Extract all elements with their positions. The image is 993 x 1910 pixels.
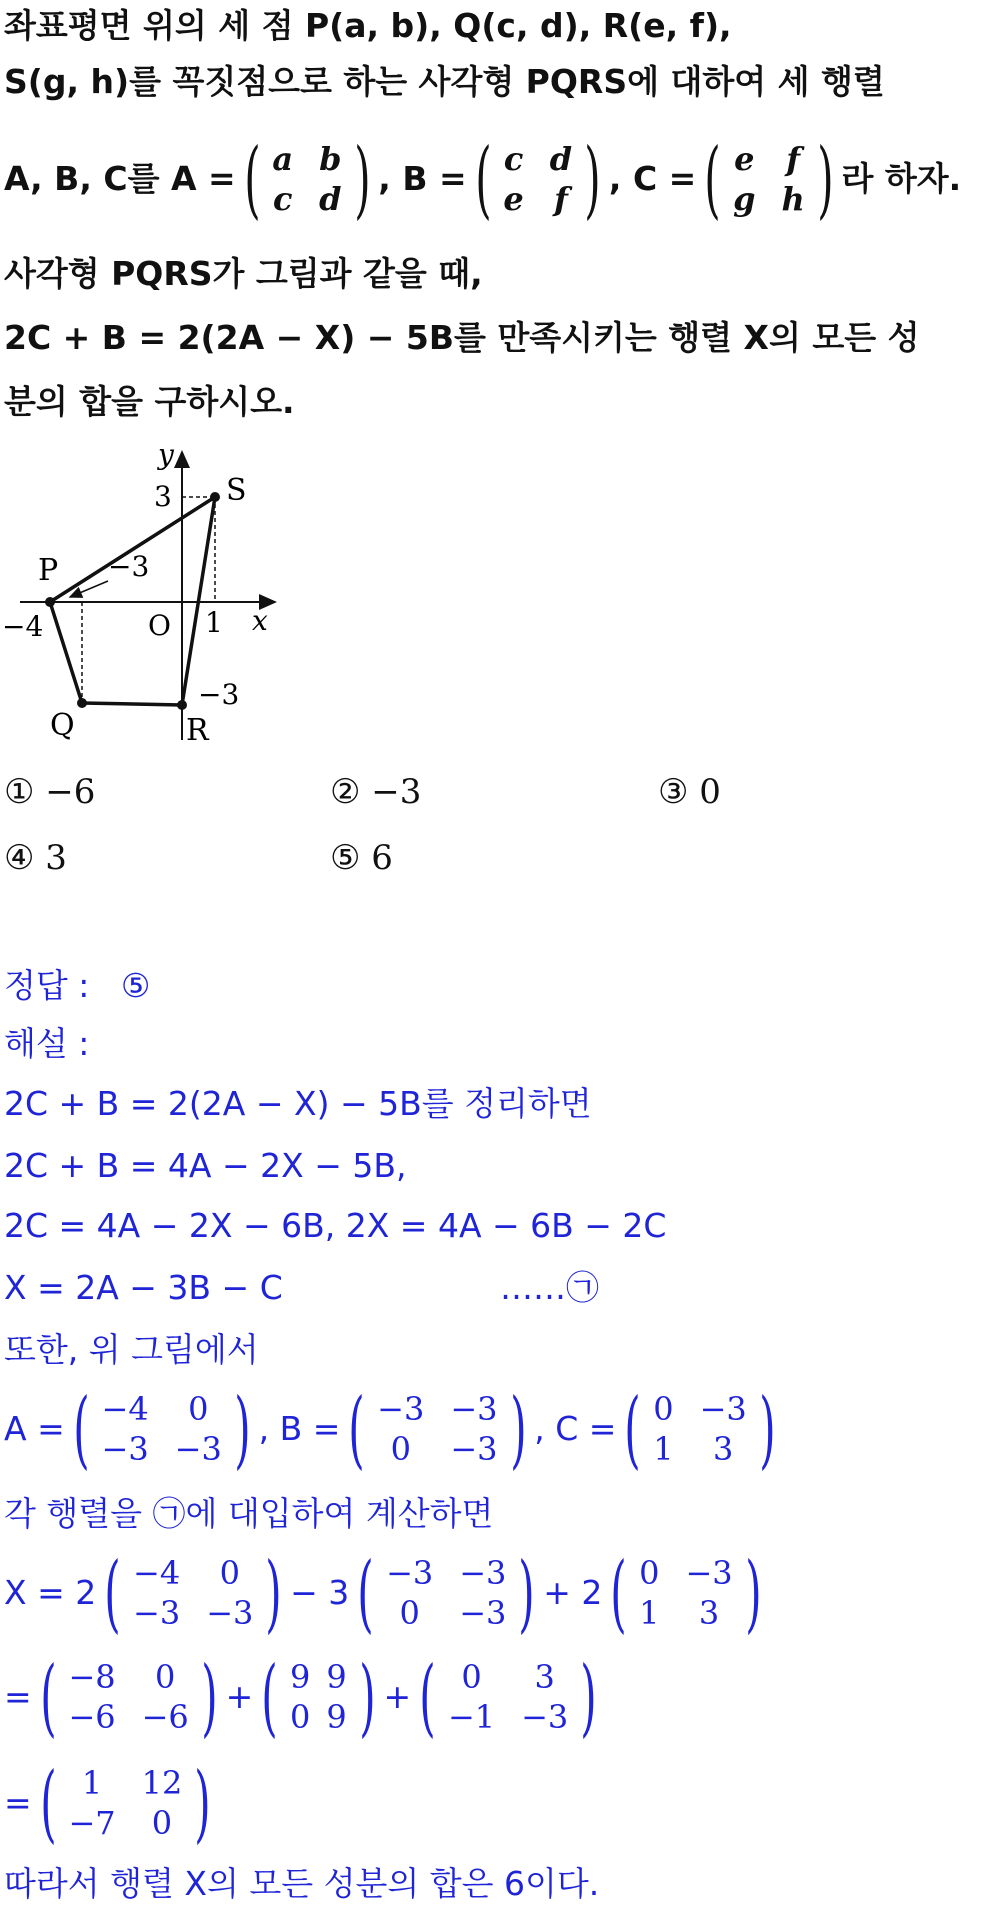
- matA-11: a: [272, 140, 294, 178]
- sol-matrix-A: ( −4 0 −3 −3 ): [72, 1380, 251, 1478]
- explain-label: 해설 :: [4, 1024, 90, 1063]
- matC-12: f: [786, 140, 800, 178]
- tick-neg3-note: −3: [108, 550, 150, 583]
- solution-conclusion: 따라서 행렬 X의 모든 성분의 합은 6이다.: [4, 1864, 600, 1903]
- problem-line-1: 좌표평면 위의 세 점 P(a, b), Q(c, d), R(e, f),: [4, 6, 732, 45]
- matB-21: e: [503, 180, 524, 218]
- matC-22: h: [781, 180, 805, 218]
- point-P: [45, 597, 55, 607]
- matB-11: c: [503, 140, 524, 178]
- matC-11: e: [734, 140, 755, 178]
- choice-3[interactable]: ③ 0: [658, 772, 721, 812]
- label-R: R: [186, 713, 209, 748]
- step8-matrix-1: ( −4 0 −3 −3 ): [104, 1544, 282, 1642]
- solution-step-8: X = 2 ( −4 0 −3 −3 ) − 3 ( −3 −3 0 −3 ) + 2 ( 0 −3 1 3 ): [4, 1548, 769, 1638]
- label-y-axis: y: [158, 440, 174, 471]
- matrix-C-def: ( e f g h ): [704, 130, 834, 228]
- point-S: [210, 492, 220, 502]
- quadrilateral-figure: [0, 440, 300, 750]
- step9-matrix-2: ( 9 9 0 9 ): [261, 1648, 376, 1746]
- answer-value: ⑤: [120, 966, 151, 1005]
- matrix-B-def: ( c d e f ): [474, 130, 601, 228]
- matB-12: d: [549, 140, 573, 178]
- solution-step-10: = ( 1 12 −7 0 ): [4, 1758, 219, 1848]
- choice-1[interactable]: ① −6: [4, 772, 96, 812]
- tick-three-y: 3: [154, 480, 172, 513]
- problem-line-4: 사각형 PQRS가 그림과 같을 때,: [4, 254, 483, 293]
- sol-matrix-C: ( 0 −3 1 3 ): [624, 1380, 776, 1478]
- matA-21: c: [273, 180, 293, 218]
- label-x-axis: x: [252, 604, 268, 637]
- solution-step-4: X = 2A − 3B − C: [4, 1268, 283, 1307]
- problem-line-6: 분의 합을 구하시오.: [4, 382, 295, 421]
- solution-step-7: 각 행렬을 ㉠에 대입하여 계산하면: [4, 1494, 494, 1533]
- point-Q: [77, 698, 87, 708]
- matA-22: d: [319, 180, 342, 218]
- choice-2[interactable]: ② −3: [330, 772, 422, 812]
- tick-neg3-y: −3: [198, 678, 240, 711]
- solution-step-9: = ( −8 0 −6 −6 ) + ( 9 9 0 9 ) + ( 0 3 −1 −3 ): [4, 1652, 605, 1742]
- matrix-A-def: ( a b c d ): [243, 130, 371, 228]
- label-S: S: [226, 473, 247, 508]
- problem-line-3: [4, 130, 962, 228]
- matB-22: f: [554, 180, 568, 218]
- tick-neg4: −4: [2, 610, 44, 643]
- step9-matrix-3: ( 0 3 −1 −3 ): [419, 1648, 597, 1746]
- label-Q: Q: [50, 708, 75, 743]
- answer-line: 정답 : ⑤: [4, 966, 151, 1005]
- step8-matrix-3: ( 0 −3 1 3 ): [610, 1544, 762, 1642]
- label-P: P: [38, 553, 59, 588]
- solution-step-5: 또한, 위 그림에서: [4, 1330, 259, 1369]
- line3-prefix: A, B, C를 A =: [4, 159, 236, 198]
- problem-line-2: S(g, h)를 꼭짓점으로 하는 사각형 PQRS에 대하여 세 행렬: [4, 62, 885, 101]
- label-origin: O: [148, 609, 171, 642]
- matC-21: g: [733, 180, 756, 218]
- solution-step-3: 2C = 4A − 2X − 6B, 2X = 4A − 6B − 2C: [4, 1206, 667, 1245]
- step9-matrix-1: ( −8 0 −6 −6 ): [39, 1648, 218, 1746]
- choice-5[interactable]: ⑤ 6: [330, 838, 393, 878]
- point-R: [177, 700, 187, 710]
- result-matrix: ( 1 12 −7 0 ): [39, 1754, 211, 1852]
- solution-step-2: 2C + B = 4A − 2X − 5B,: [4, 1146, 407, 1185]
- matA-12: b: [319, 140, 342, 178]
- solution-step-1: 2C + B = 2(2A − X) − 5B를 정리하면: [4, 1084, 592, 1123]
- solution-step-6: A = ( −4 0 −3 −3 ) , B = ( −3 −3 0 −3 ) , C = ( 0 −3 1 3 ): [4, 1384, 784, 1474]
- line3-b: , B =: [378, 159, 467, 198]
- sol-matrix-B: ( −3 −3 0 −3 ): [348, 1380, 527, 1478]
- line3-c: , C =: [608, 159, 697, 198]
- tick-one: 1: [205, 606, 223, 639]
- choice-4[interactable]: ④ 3: [4, 838, 67, 878]
- solution-step-4-mark: ……㉠: [500, 1268, 599, 1307]
- problem-line-5: 2C + B = 2(2A − X) − 5B를 만족시키는 행렬 X의 모든 성: [4, 318, 920, 357]
- step8-matrix-2: ( −3 −3 0 −3 ): [357, 1544, 535, 1642]
- line3-suffix: 라 하자.: [841, 159, 962, 198]
